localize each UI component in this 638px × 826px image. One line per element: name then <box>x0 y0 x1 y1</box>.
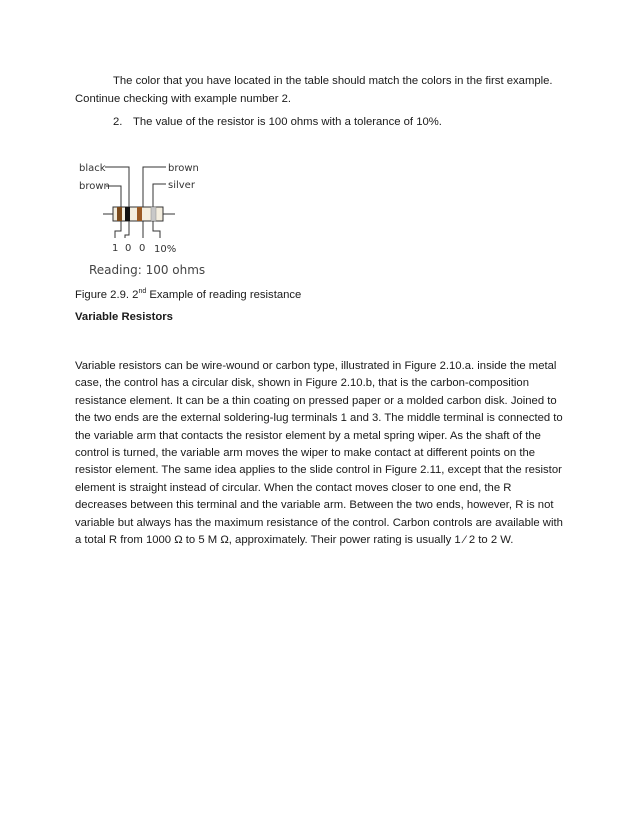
digit-3: 0 <box>139 243 146 254</box>
list-item-2 <box>113 114 442 131</box>
leader-silver <box>153 184 166 210</box>
caption-prefix: Figure 2.9. 2 <box>75 289 139 301</box>
caption-suffix: Example of reading resistance <box>146 289 302 301</box>
leader-lines <box>105 167 166 210</box>
digit-1: 1 <box>112 243 119 254</box>
body-paragraph: Variable resistors can be wire-wound or carbon type, illustrated in Figure 2.10.a. inside the metal case, the control has a circular disk, shown in Figure 2.10.b, that is the carbon-composition resistance element. It can be a thin coating on pressed paper or a molded carbon disk. Joined to the two ends are the external soldering-lug terminals 1 and 3. The middle terminal is connected to the variable arm that contacts the resistor element by a metal spring wiper. As the shaft of the control is turned, the variable arm moves the wiper to make contact at different points on the resistor element. The same idea applies to the slide control in Figure 2.11, except that the resistor element is straight instead of circular. When the contact moves closer to one end, the R decreases between this terminal and the variable arm. Between the two ends, however, R is not variable but always has the maximum resistance of the control. Carbon controls are available with a total R from 1000 Ω to 5 M Ω, approximately. Their power rating is usually 1 ⁄ 2 to 2 W. <box>75 360 563 547</box>
leader-brown-top <box>143 167 166 210</box>
band-brown-1 <box>117 207 122 221</box>
reading-label: Reading: 100 ohms <box>89 263 206 277</box>
digit-2: 0 <box>125 243 132 254</box>
band-black <box>125 207 130 221</box>
intro-text: The color that you have located in the table should match the colors in the first example. Continue checking with example number 2. <box>75 75 553 105</box>
band-silver <box>151 207 156 221</box>
figure-caption <box>75 287 301 303</box>
caption-superscript: nd <box>138 288 147 296</box>
resistor-figure <box>75 158 215 280</box>
list-text: The value of the resistor is 100 ohms with a tolerance of 10%. <box>133 116 442 128</box>
list-number: 2. <box>113 116 123 128</box>
label-brown-left: brown <box>79 181 110 192</box>
label-silver: silver <box>168 180 195 191</box>
label-brown-top: brown <box>168 163 199 174</box>
section-heading: Variable Resistors <box>75 311 173 323</box>
value-leaders <box>115 221 160 238</box>
resistor-diagram <box>75 158 215 280</box>
band-brown-2 <box>137 207 142 221</box>
label-black: black <box>79 163 106 174</box>
intro-paragraph <box>75 73 565 108</box>
tolerance-label: 10% <box>154 244 177 255</box>
